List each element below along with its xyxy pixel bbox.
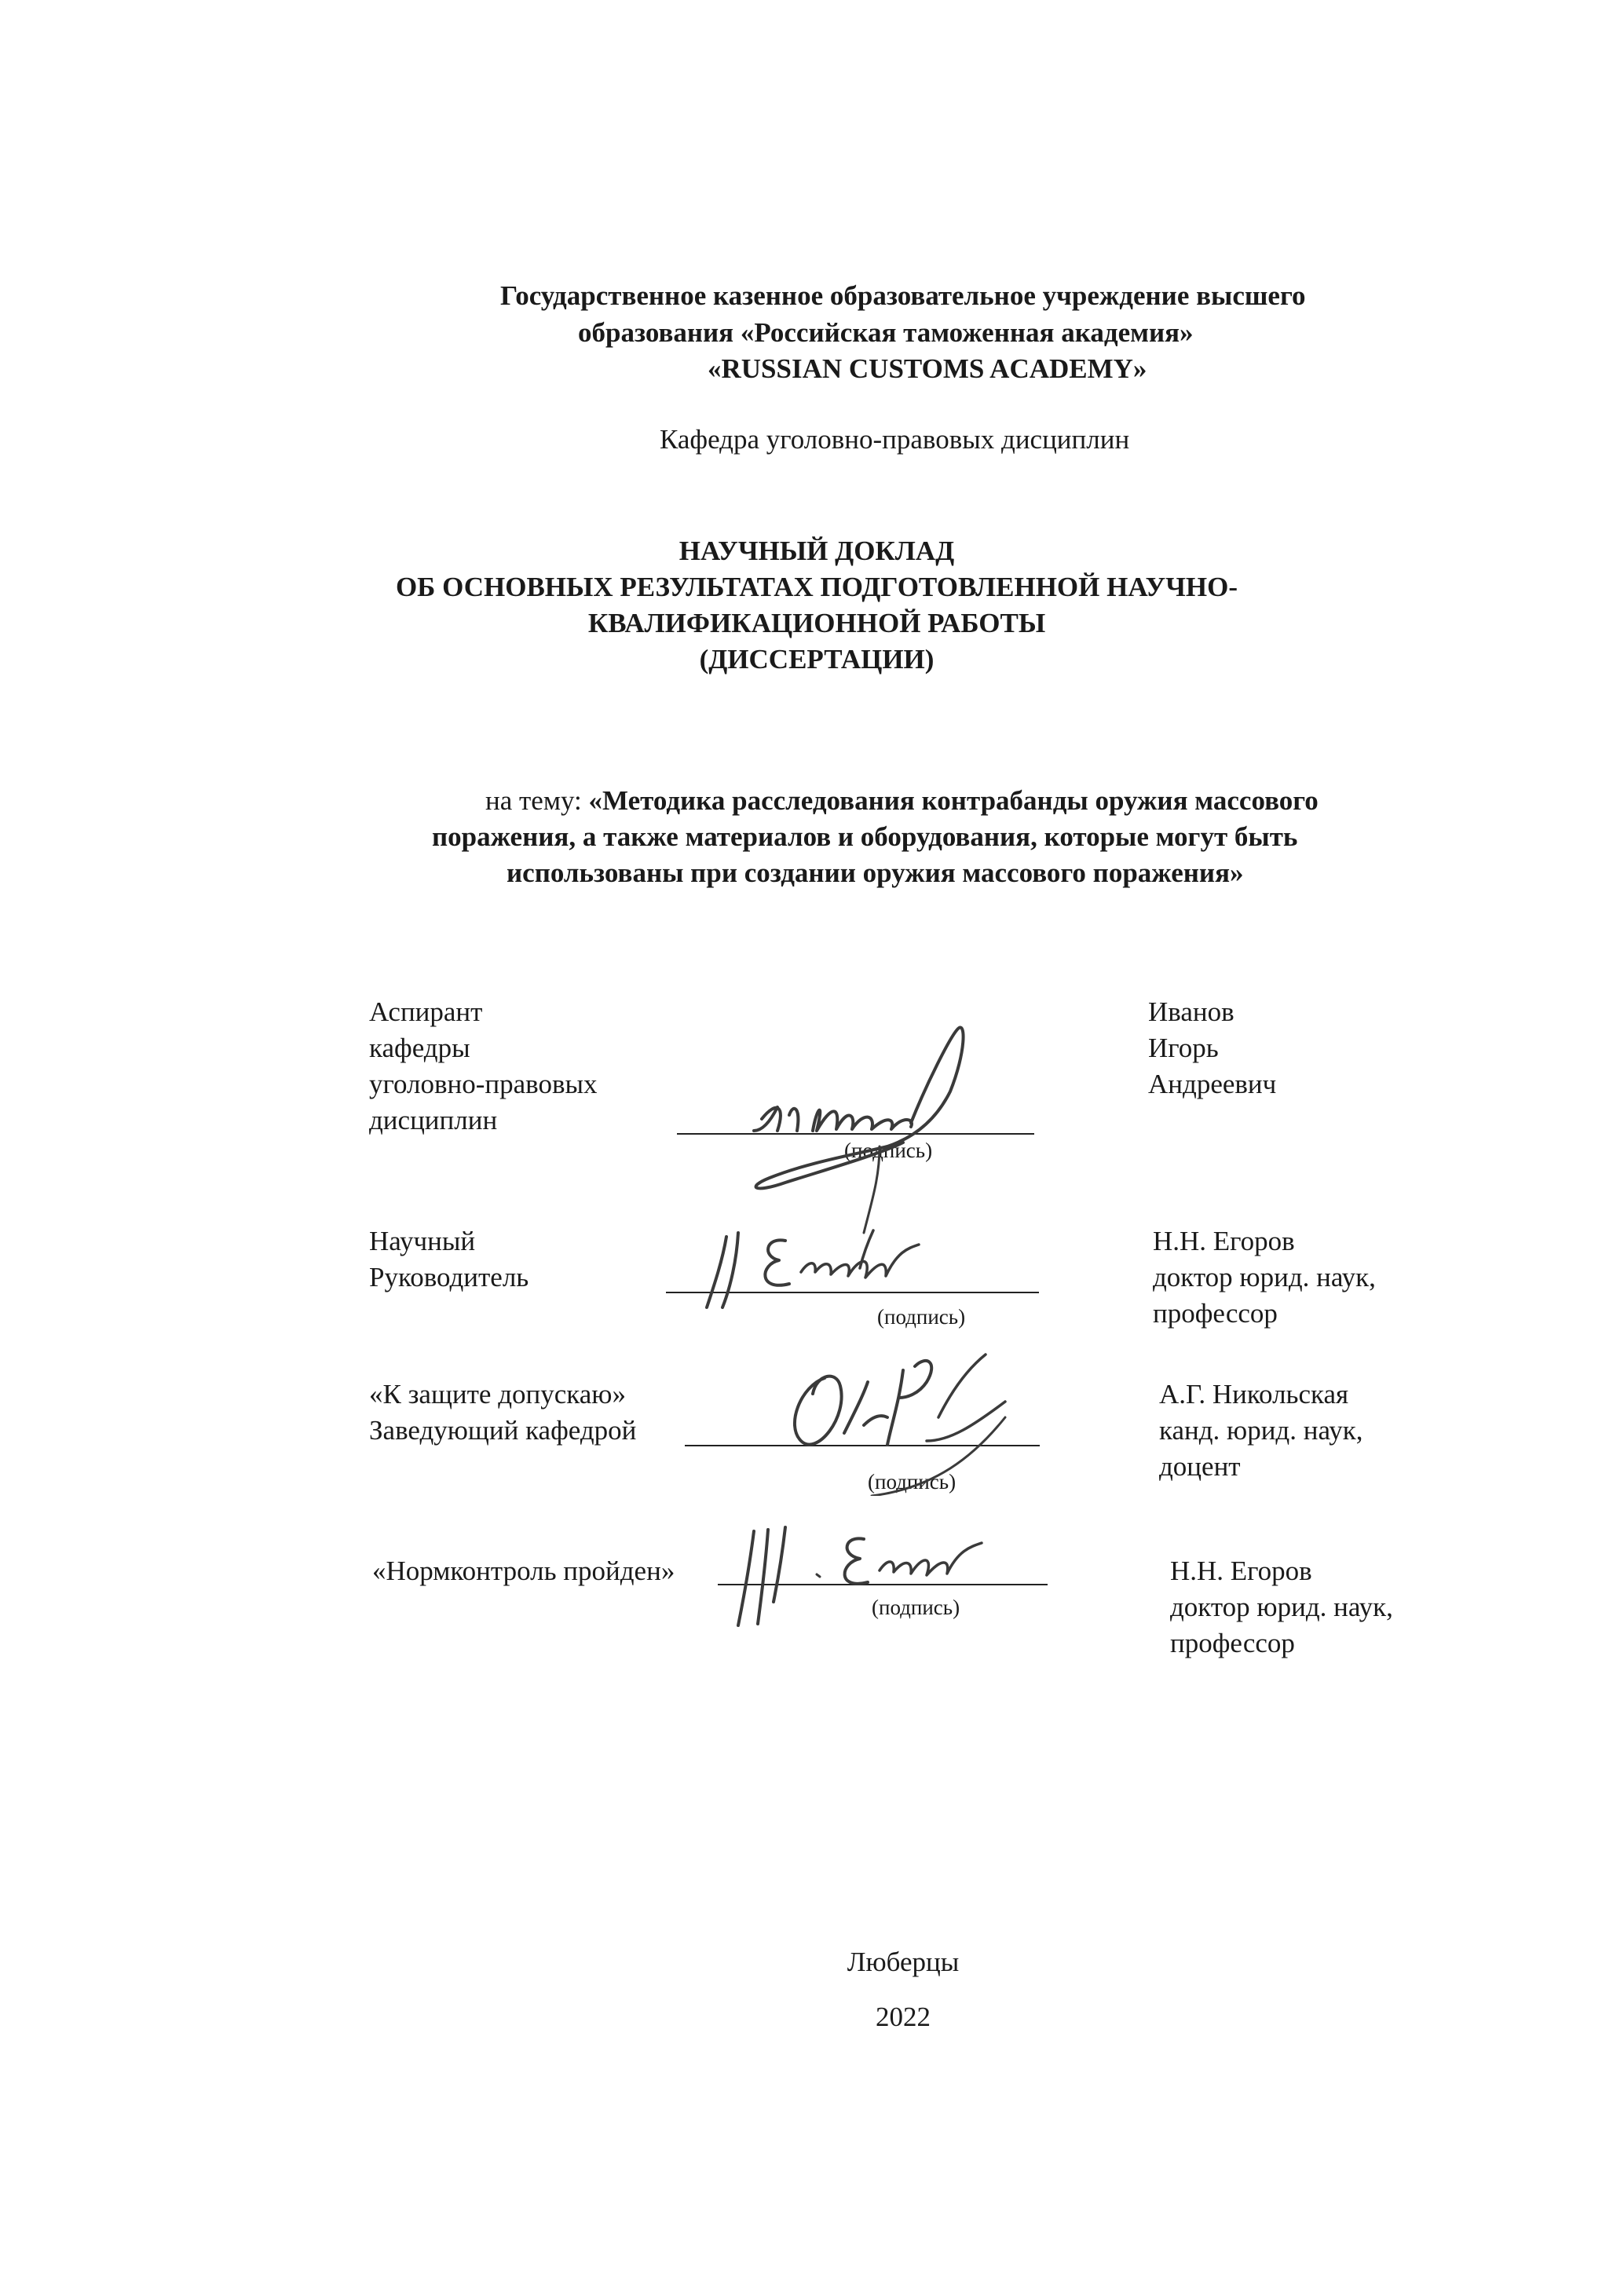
role-line: Аспирант	[369, 996, 483, 1027]
role-line: Заведующий кафедрой	[369, 1415, 637, 1446]
signature-line	[677, 1133, 1034, 1135]
topic-prefix: на тему:	[485, 785, 589, 816]
topic-text-1: «Методика расследования контрабанды оружия массового	[588, 785, 1319, 816]
role-line: «К защите допускаю»	[369, 1379, 626, 1409]
person-line: доктор юрид. наук,	[1153, 1262, 1376, 1292]
topic-line-2: поражения, а также материалов и оборудования, которые могут быть	[432, 821, 1298, 852]
year: 2022	[876, 2002, 931, 2032]
city: Люберцы	[847, 1947, 960, 1977]
person-line: профессор	[1170, 1628, 1295, 1658]
institution-line-3: «RUSSIAN CUSTOMS ACADEMY»	[708, 353, 1147, 384]
report-title-line-1: НАУЧНЫЙ ДОКЛАД	[678, 536, 955, 566]
signature-caption: (подпись)	[872, 1596, 960, 1619]
topic-line-3: использованы при создании оружия массового поражения»	[507, 857, 1244, 888]
signature-line	[666, 1292, 1039, 1293]
institution-line-2: образования «Российская таможенная академия»	[578, 317, 1194, 348]
handwritten-signature-2	[691, 1213, 974, 1315]
role-line: кафедры	[369, 1033, 470, 1063]
person-line: Иванов	[1148, 996, 1234, 1027]
person-line: доктор юрид. наук,	[1170, 1592, 1393, 1622]
institution-line-1: Государственное казенное образовательное учреждение высшего	[500, 280, 1306, 311]
topic-line-1	[485, 782, 1319, 819]
signature-caption: (подпись)	[868, 1470, 956, 1493]
person-line: Н.Н. Егоров	[1153, 1226, 1295, 1256]
department-name: Кафедра уголовно-правовых дисциплин	[660, 424, 1130, 455]
report-title-line-2: ОБ ОСНОВНЫХ РЕЗУЛЬТАТАХ ПОДГОТОВЛЕННОЙ НАУЧНО-	[395, 572, 1238, 602]
person-line: профессор	[1153, 1298, 1278, 1329]
role-line: Руководитель	[369, 1262, 529, 1292]
role-line: «Нормконтроль пройден»	[372, 1556, 675, 1586]
role-line: уголовно-правовых	[369, 1069, 598, 1099]
handwritten-signature-1	[699, 1005, 1029, 1241]
person-line: канд. юрид. наук,	[1159, 1415, 1363, 1446]
signature-line	[718, 1584, 1048, 1585]
report-title-line-3: КВАЛИФИКАЦИОННОЙ РАБОТЫ	[587, 608, 1046, 638]
role-line: дисциплин	[369, 1105, 498, 1135]
person-line: Н.Н. Егоров	[1170, 1556, 1312, 1586]
signature-line	[685, 1445, 1040, 1446]
role-line: Научный	[369, 1226, 476, 1256]
report-title-line-4: (ДИССЕРТАЦИИ)	[699, 644, 935, 675]
person-line: Андреевич	[1148, 1069, 1277, 1099]
signature-caption: (подпись)	[844, 1139, 933, 1162]
person-line: Игорь	[1148, 1033, 1219, 1063]
person-line: доцент	[1159, 1451, 1241, 1482]
person-line: А.Г. Никольская	[1159, 1379, 1349, 1409]
signature-caption: (подпись)	[877, 1305, 966, 1329]
